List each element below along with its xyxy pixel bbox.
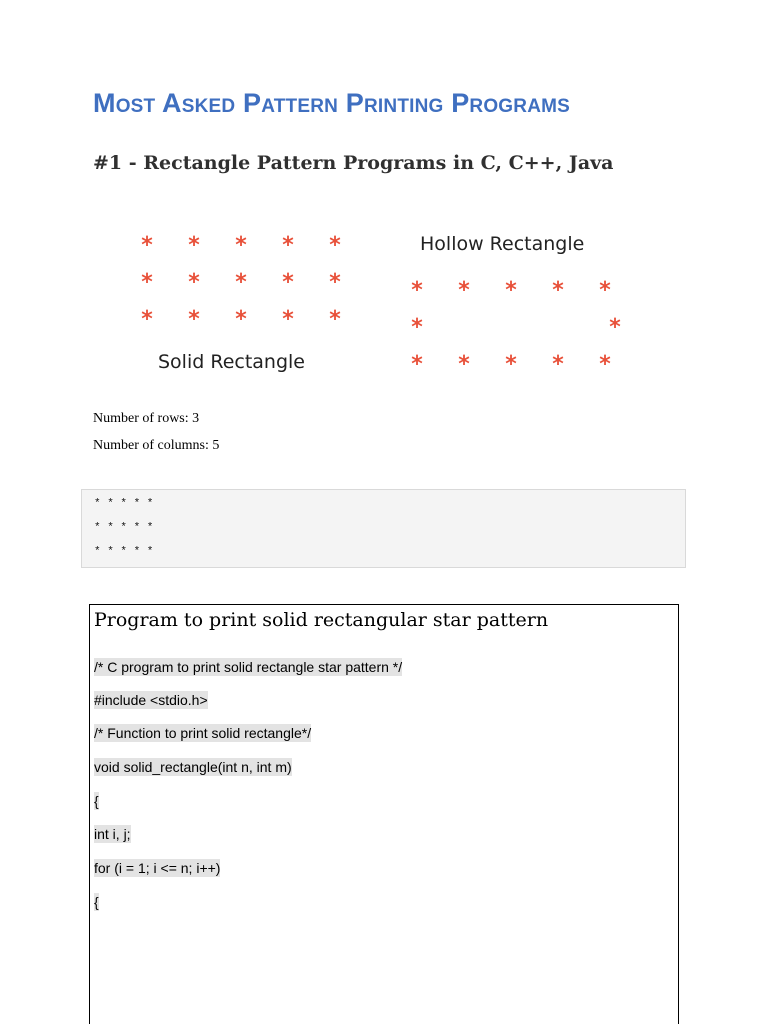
code-line: int i, j; [94,826,131,842]
star-mark: * [329,307,341,332]
solid-rectangle-label: Solid Rectangle [158,351,305,373]
code-line: /* Function to print solid rectangle*/ [94,725,312,741]
code-line: { [94,894,99,910]
star-mark: * [235,233,247,258]
code-line: void solid_rectangle(int n, int m) [94,759,292,775]
star-mark: * [188,270,200,295]
code-line: for (i = 1; i <= n; i++) [94,860,221,876]
star-mark: * [235,307,247,332]
output-line: * * * * * [94,498,154,510]
star-mark: * [188,233,200,258]
star-mark: * [282,270,294,295]
star-mark: * [411,315,423,340]
document-title: Most Asked Pattern Printing Programs [93,88,571,118]
star-mark: * [329,233,341,258]
columns-info: Number of columns: 5 [93,438,220,453]
star-mark: * [188,307,200,332]
output-box [81,489,686,568]
code-box [89,604,679,1024]
star-mark: * [599,352,611,377]
star-mark: * [458,278,470,303]
code-line: /* C program to print solid rectangle star pattern */ [94,659,403,675]
star-mark: * [505,278,517,303]
star-mark: * [141,233,153,258]
star-mark: * [552,278,564,303]
star-mark: * [282,307,294,332]
rows-info: Number of rows: 3 [93,411,200,426]
star-mark: * [552,352,564,377]
star-mark: * [235,270,247,295]
code-line: { [94,793,99,809]
hollow-rectangle-label: Hollow Rectangle [420,233,585,255]
star-mark: * [282,233,294,258]
star-mark: * [609,315,621,340]
output-line: * * * * * [94,546,154,558]
star-mark: * [411,352,423,377]
code-line: #include <stdio.h> [94,692,208,708]
output-line: * * * * * [94,522,154,534]
star-mark: * [599,278,611,303]
star-mark: * [141,270,153,295]
star-mark: * [329,270,341,295]
star-mark: * [411,278,423,303]
star-mark: * [458,352,470,377]
star-mark: * [505,352,517,377]
section-subtitle: #1 - Rectangle Pattern Programs in C, C++, Java [93,152,614,174]
code-heading: Program to print solid rectangular star pattern [94,609,549,631]
star-mark: * [141,307,153,332]
